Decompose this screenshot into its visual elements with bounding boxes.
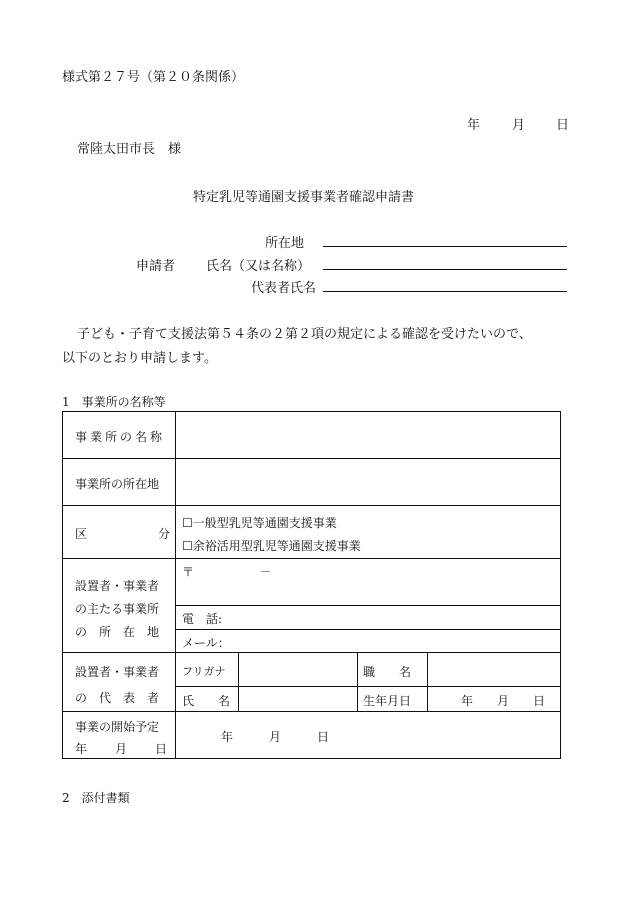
dob-value: 年 月 日 [461,694,546,708]
applicant-name-field[interactable] [323,269,567,270]
applicant-rep-label: 代表者氏名 [251,281,317,296]
start-label-2 [75,740,167,757]
body-text-line2: 以下のとおり申請します。 [62,351,217,366]
applicant-rep-field[interactable] [323,291,567,292]
rep-name-field[interactable] [240,688,356,710]
phone-label: 電 話: [182,612,223,626]
applicant-label: 申請者 [136,259,176,274]
facility-name-label: 事業所の名称 [75,430,166,444]
facility-address-label: 事業所の所在地 [75,477,160,491]
section1-heading: 1 事業所の名称等 [62,395,166,409]
operator-rep-label-1: 設置者・事業者 [75,665,160,679]
furigana-field[interactable] [240,654,356,685]
start-label-day: 日 [154,742,167,756]
date-year-label: 年 [467,118,481,133]
operator-address-label-1: 設置者・事業者 [75,579,160,593]
date-month-label: 月 [512,118,526,133]
category-option-surplus[interactable]: ☐余裕活用型乳児等通園支援事業 [182,539,361,553]
dob-label: 生年月日 [363,694,412,708]
start-label-1: 事業の開始予定 [75,720,160,734]
form-number: 様式第２７号（第２０条関係） [62,70,245,85]
postal-mark: 〒 [182,565,195,579]
category-label-right: 分 [158,527,171,541]
section2-heading: 2 添付書類 [62,791,130,805]
start-label-month: 月 [114,742,127,756]
applicant-name-label: 氏名（又は名称） [206,259,311,274]
facility-address-field[interactable] [177,460,558,504]
addressee: 常陸太田市長 様 [77,142,182,157]
operator-address-label-3: の 所 在 地 [75,625,160,639]
date-day-label: 日 [556,118,570,133]
category-option-general[interactable]: ☐一般型乳児等通園支援事業 [182,516,337,530]
position-field[interactable] [429,654,559,685]
email-label: メール： [182,636,230,650]
facility-name-field[interactable] [177,413,558,457]
postal-dash: － [260,565,271,578]
position-label: 職 名 [363,665,412,679]
operator-rep-label-2: の 代 表 者 [75,691,160,705]
applicant-address-field[interactable] [323,246,567,247]
operator-address-label-2: の主たる事業所 [75,602,160,616]
furigana-label: フリガナ [182,665,226,678]
category-label-left: 区 [75,527,88,541]
body-text-line1: 子ども・子育て支援法第５４条の２第２項の規定による確認を受けたいので、 [77,327,532,342]
start-label-year: 年 [75,742,88,756]
rep-name-label: 氏 名 [182,694,231,708]
start-date-value[interactable]: 年 月 日 [221,730,330,744]
applicant-address-label: 所在地 [265,236,305,251]
document-title: 特定乳児等通園支援事業者確認申請書 [193,190,415,205]
